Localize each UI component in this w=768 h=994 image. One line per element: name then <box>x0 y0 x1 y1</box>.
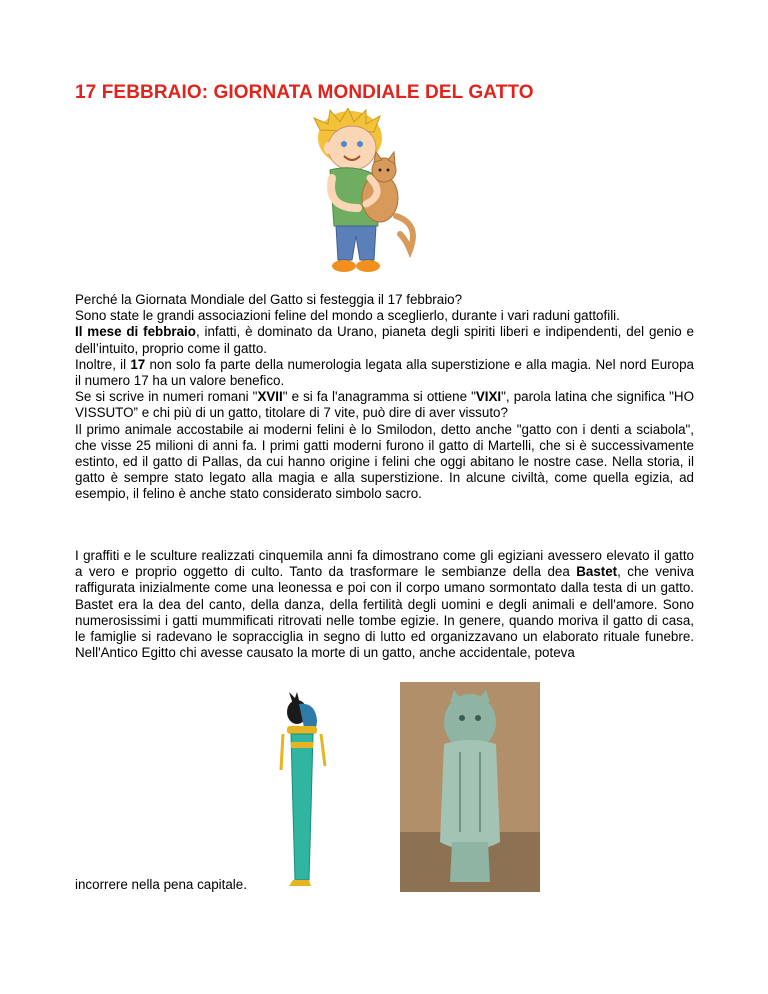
paragraph-egypt <box>75 548 694 661</box>
text-span: , che veniva raffigurata inizialmente come una leonessa e poi con il corpo umano sormontato dalla testa di un gatto. Bastet era la dea del canto, della danza, della fertilità degli uomini e degli animali e dell'amore. Sono numerosissimi i gatti mummificati ritrovati nelle tombe egizie. In genere, quando moriva il gatto di casa, le famiglie si radevano le sopracciglia in segno di lutto ed organizzavano un elaborato rituale funebre. Nell'Antico Egitto chi avesse causato la morte di un gatto, anche accidentale, poteva <box>75 564 694 661</box>
bold-text: Il mese di febbraio <box>75 324 196 340</box>
bastet-goddess-illustration <box>275 690 330 890</box>
text-line <box>75 357 694 389</box>
text-span: Se si scrive in numeri romani " <box>75 389 258 405</box>
bold-text: XVII <box>257 389 283 405</box>
text-span: Inoltre, il <box>75 356 131 372</box>
paragraph-history <box>75 292 694 503</box>
bold-text: 17 <box>130 356 146 372</box>
text-line: Sono state le grandi associazioni feline del mondo a sceglierlo, durante i vari raduni gattofili. <box>75 308 620 324</box>
text-line: Il primo animale accostabile ai moderni felini è lo Smilodon, detto anche "gatto con i denti a sciabola", che visse 25 milioni di anni fa. I primi gatti moderni furono il gatto di Martelli, che si è successivamente estinto, ed il gatto di Pallas, da cui hanno origine i felini che oggi abitano le nostre case. Nella storia, il gatto è sempre stato legato alla magia e alla superstizione. In alcune civiltà, come quella egizia, ad esempio, il felino è anche stato considerato simbolo sacro. <box>75 421 694 502</box>
question-line: Perché la Giornata Mondiale del Gatto si festeggia il 17 febbraio? <box>75 292 463 307</box>
bold-text: Bastet <box>576 564 618 580</box>
text-span: non solo fa parte della numerologia legata alla superstizione e alla magia. Nel nord Europa il numero 17 ha un valore benefico. <box>75 356 695 389</box>
text-span: ", parola latina che significa "HO VISSUTO” e chi più di un gatto, titolare di 7 vite, può dire di aver vissuto? <box>75 389 694 421</box>
text-span: , infatti, è dominato da Urano, pianeta degli spiriti liberi e indipendenti, del genio e dell’intuito, proprio come il gatto. <box>75 324 694 356</box>
page-title: 17 FEBBRAIO: GIORNATA MONDIALE DEL GATTO <box>75 82 534 103</box>
final-line: incorrere nella pena capitale. <box>75 877 247 892</box>
text-line <box>75 389 694 421</box>
bold-text: VIXI <box>475 389 502 405</box>
text-span: I graffiti e le sculture realizzati cinquemila anni fa dimostrano come gli egiziani avessero elevato il gatto a vero e proprio oggetto di culto. Tanto da trasformare le sembianze della dea <box>75 548 694 580</box>
text-line <box>75 548 694 661</box>
text-line <box>75 324 694 356</box>
text-span: " e si fa l'anagramma si ottiene " <box>282 389 476 405</box>
boy-holding-cat-illustration <box>310 108 428 278</box>
egyptian-cat-statue-photo <box>400 682 540 892</box>
